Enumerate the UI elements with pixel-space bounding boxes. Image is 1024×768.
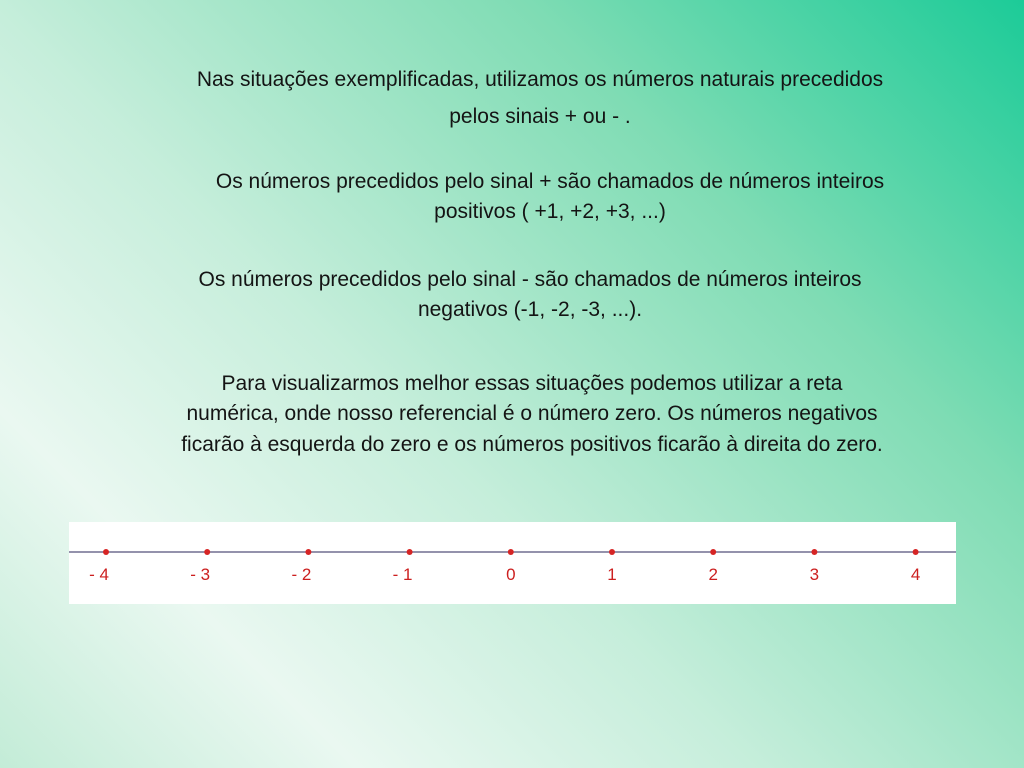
paragraph-natural-numbers (80, 62, 1000, 136)
number-line-point (103, 549, 109, 555)
paragraph-line: ficarão à esquerda do zero e os números positivos ficarão à direita do zero. (181, 432, 883, 456)
number-line-label: 4 (910, 565, 921, 584)
number-line-marks (89, 549, 920, 584)
paragraph-number-line-explanation (60, 369, 1004, 460)
number-line-point (913, 549, 919, 555)
paragraph-line: Nas situações exemplificadas, utilizamos os números naturais precedidos (196, 68, 884, 91)
paragraph-line: negativos (-1, -2, -3, ...). (417, 298, 643, 322)
number-line-label: - 2 (291, 565, 312, 584)
number-line-label: - 3 (190, 565, 211, 584)
number-line-point (204, 549, 210, 555)
number-line-point (710, 549, 716, 555)
paragraph-line: positivos ( +1, +2, +3, ...) (434, 200, 666, 224)
paragraph-line: numérica, onde nosso referencial é o número zero. Os números negativos (186, 402, 878, 426)
number-line-svg (69, 522, 956, 604)
number-line-point (811, 549, 817, 555)
number-line-point (508, 549, 514, 555)
number-line-point (609, 549, 615, 555)
number-line-label: 0 (506, 565, 516, 584)
paragraph-line: Os números precedidos pelo sinal - são chamados de números inteiros (198, 268, 862, 291)
number-line-label: - 1 (392, 565, 413, 584)
paragraph-negative-integers (80, 265, 980, 326)
number-line-label: 1 (607, 565, 617, 584)
paragraph-line: Para visualizarmos melhor essas situações podemos utilizar a reta (221, 372, 843, 395)
number-line-point (305, 549, 311, 555)
paragraph-line: pelos sinais + ou - . (449, 104, 631, 128)
number-line-label: 2 (708, 565, 718, 584)
number-line-label: - 4 (89, 565, 109, 584)
paragraph-positive-integers (110, 167, 990, 228)
paragraph-line: Os números precedidos pelo sinal + são chamados de números inteiros (215, 170, 885, 193)
number-line-label: 3 (809, 565, 820, 584)
number-line-figure (69, 522, 956, 604)
number-line-point (407, 549, 413, 555)
